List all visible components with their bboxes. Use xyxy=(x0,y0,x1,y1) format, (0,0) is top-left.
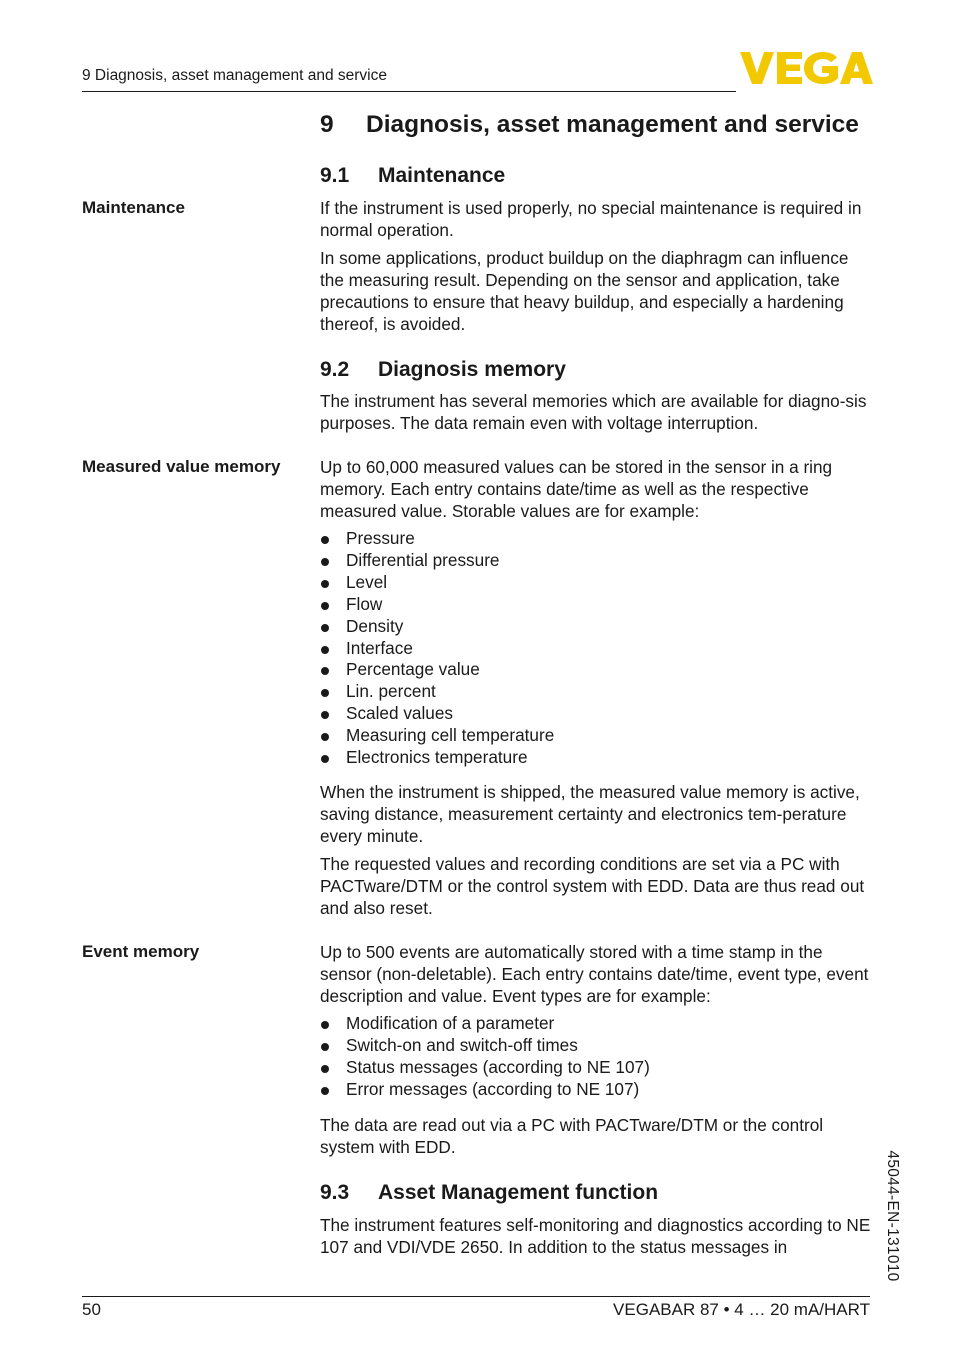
paragraph: The requested values and recording conditions are set via a PC with PACTware/DTM or the control system with EDD. Data are thus read out and also reset. xyxy=(320,854,865,918)
paragraph: If the instrument is used properly, no special maintenance is required in normal operation. xyxy=(320,198,862,240)
list-item: Lin. percent xyxy=(320,681,876,703)
footer-divider xyxy=(82,1296,870,1297)
section-heading-9-2: 9.2 Diagnosis memory xyxy=(320,358,566,381)
list-item: Electronics temperature xyxy=(320,747,876,769)
list-item: Density xyxy=(320,616,876,638)
paragraph: Up to 60,000 measured values can be stored in the sensor in a ring memory. Each entry contains date/time as well as the respective measured value. Storable values are for example: xyxy=(320,457,833,521)
paragraph: The instrument features self-monitoring and diagnostics according to NE 107 and VDI/VDE 2650. In addition to the status messages in xyxy=(320,1215,871,1257)
list-item: Error messages (according to NE 107) xyxy=(320,1079,876,1101)
list-item: Modification of a parameter xyxy=(320,1013,876,1035)
section-heading-9-1: 9.1 Maintenance xyxy=(320,164,506,187)
side-label-event-memory: Event memory xyxy=(82,942,200,961)
side-label-measured-value-memory: Measured value memory xyxy=(82,457,281,476)
list-item: Pressure xyxy=(320,528,876,550)
paragraph: The data are read out via a PC with PACTware/DTM or the control system with EDD. xyxy=(320,1115,824,1157)
event-types-list xyxy=(320,1013,876,1101)
list-item: Percentage value xyxy=(320,659,876,681)
list-item: Switch-on and switch-off times xyxy=(320,1035,876,1057)
page-number: 50 xyxy=(82,1300,101,1319)
list-item: Level xyxy=(320,572,876,594)
list-item: Scaled values xyxy=(320,703,876,725)
chapter-heading xyxy=(320,111,859,139)
storable-values-list xyxy=(320,528,876,769)
chapter-title: Diagnosis, asset management and service xyxy=(366,111,859,138)
section-heading-9-3: 9.3 Asset Management function xyxy=(320,1181,659,1204)
chapter-number: 9 xyxy=(320,111,334,138)
paragraph: The instrument has several memories which are available for diagno-sis purposes. The data remain even with voltage interruption. xyxy=(320,391,867,433)
list-item: Flow xyxy=(320,594,876,616)
header-divider xyxy=(82,91,736,92)
vega-logo xyxy=(740,52,873,84)
product-title: VEGABAR 87 • 4 … 20 mA/HART xyxy=(613,1300,870,1319)
paragraph: When the instrument is shipped, the measured value memory is active, saving distance, measurement certainty and electronics tem-perature every minute. xyxy=(320,782,860,846)
paragraph: In some applications, product buildup on the diaphragm can influence the measuring result. Depending on the sensor and application, take precautions to ensure that heavy buildup, and especially a hardening thereof, is avoided. xyxy=(320,248,849,334)
running-header: 9 Diagnosis, asset management and service xyxy=(82,67,387,84)
list-item: Measuring cell temperature xyxy=(320,725,876,747)
list-item: Differential pressure xyxy=(320,550,876,572)
paragraph: Up to 500 events are automatically stored with a time stamp in the sensor (non-deletable). Each entry contains date/time, event type, event description and value. Event types are for example: xyxy=(320,942,869,1006)
document-code: 45044-EN-131010 xyxy=(884,1150,901,1282)
list-item: Interface xyxy=(320,638,876,660)
side-label-maintenance: Maintenance xyxy=(82,198,185,217)
list-item: Status messages (according to NE 107) xyxy=(320,1057,876,1079)
